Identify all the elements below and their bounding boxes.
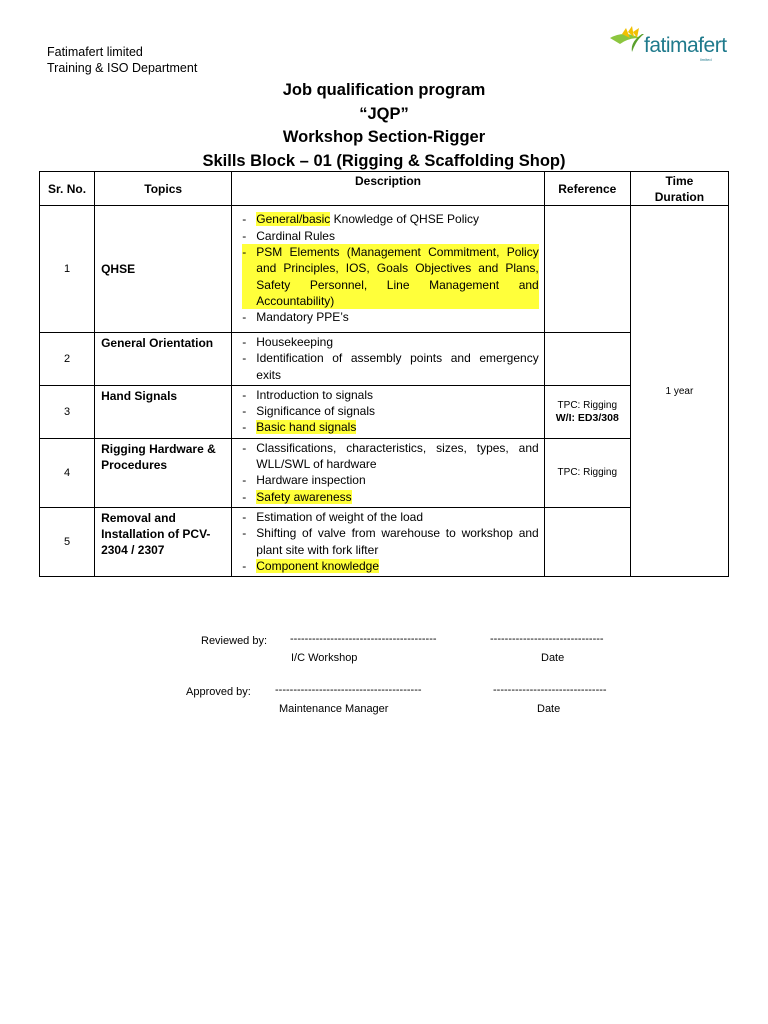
approver-role: Maintenance Manager <box>279 703 389 715</box>
approved-by-label: Approved by: <box>186 686 251 698</box>
item-text: Mandatory PPE’s <box>256 310 349 325</box>
description-cell <box>232 206 544 333</box>
description-item <box>242 387 538 403</box>
title-line-4: Skills Block – 01 (Rigging & Scaffolding Shop) <box>202 151 566 170</box>
description-item <box>242 558 538 574</box>
description-item <box>242 403 538 419</box>
sr-no-cell: 4 <box>40 438 95 507</box>
reviewed-date-caption: Date <box>541 652 565 664</box>
item-text: Introduction to signals <box>256 387 374 402</box>
topic-cell: Rigging Hardware & Procedures <box>95 438 232 507</box>
header-topics: Topics <box>95 172 232 206</box>
highlighted-text: Safety awareness <box>256 489 352 504</box>
item-text: Cardinal Rules <box>256 228 335 243</box>
sr-no-cell: 3 <box>40 385 95 438</box>
highlighted-text: Component knowledge <box>256 558 380 573</box>
description-cell <box>232 507 544 576</box>
description-cell <box>232 333 544 386</box>
reviewed-by-label: Reviewed by: <box>201 635 268 647</box>
title-line-1: Job qualification program <box>282 81 486 99</box>
department-name: Training & ISO Department <box>47 61 198 75</box>
item-text: Shifting of valve from warehouse to workshop and plant site with fork lifter <box>256 526 539 557</box>
logo-wordmark: fatimafert <box>644 34 727 57</box>
title-line-2: “JQP” <box>359 104 409 123</box>
description-item <box>242 309 538 325</box>
table-row <box>40 206 729 333</box>
description-item <box>242 472 538 488</box>
reference-cell <box>544 438 630 507</box>
highlighted-text: Basic hand signals <box>256 420 357 435</box>
item-text: Hardware inspection <box>256 473 366 488</box>
reference-cell <box>544 385 630 438</box>
description-item <box>242 509 538 525</box>
reviewer-role: I/C Workshop <box>291 652 358 664</box>
time-duration-cell: 1 year <box>630 206 728 577</box>
table-header-row <box>40 172 729 206</box>
reference-cell <box>544 333 630 386</box>
document-titles <box>0 79 768 173</box>
item-text: Significance of signals <box>256 404 375 419</box>
reference-cell <box>544 507 630 576</box>
item-text: Knowledge of QHSE Policy <box>330 212 480 227</box>
description-item <box>242 211 538 227</box>
topic-cell: QHSE <box>95 206 232 333</box>
organization-block <box>47 44 197 76</box>
item-text: Classifications, characteristics, sizes, types, and WLL/SWL of hardware <box>256 440 539 472</box>
logo-subtext: limited <box>700 57 712 62</box>
table-row <box>40 438 729 507</box>
sr-no-cell: 2 <box>40 333 95 386</box>
topic-cell: Removal and Installation of PCV-2304 / 2307 <box>95 507 232 576</box>
item-text: Estimation of weight of the load <box>256 509 424 524</box>
table-row <box>40 507 729 576</box>
qualification-table <box>39 171 729 577</box>
work-instruction-ref: W/I: ED3/308 <box>555 411 619 424</box>
reference-cell <box>544 206 630 333</box>
header-sr-no: Sr. No. <box>40 172 95 206</box>
item-text: Identification of assembly points and emergency exits <box>256 351 539 382</box>
org-name: Fatimafert limited <box>47 45 143 59</box>
description-cell <box>232 438 544 507</box>
description-item <box>242 419 538 435</box>
description-item <box>242 489 538 505</box>
title-line-3: Workshop Section-Rigger <box>282 128 486 146</box>
company-logo <box>606 24 728 64</box>
sr-no-cell: 5 <box>40 507 95 576</box>
description-item <box>242 228 538 244</box>
sr-no-cell: 1 <box>40 206 95 333</box>
header-time-duration: Time Duration <box>630 172 728 206</box>
header-reference: Reference <box>544 172 630 206</box>
item-text: Housekeeping <box>256 335 333 349</box>
header-description: Description <box>232 172 544 206</box>
approved-signature-line: ---------------------------------------- <box>275 684 422 696</box>
highlighted-text: PSM Elements (Management Commitment, Policy and Principles, IOS, Goals Objectives and Plans, Safety Personnel, Line Management and Accountability) <box>256 245 539 308</box>
reference-text: TPC: Rigging <box>557 399 618 411</box>
table-row <box>40 385 729 438</box>
topic-cell: Hand Signals <box>95 385 232 438</box>
highlighted-text: General/basic <box>256 212 331 227</box>
approved-date-caption: Date <box>537 703 561 715</box>
reviewed-date-line: ------------------------------- <box>490 633 604 645</box>
description-item <box>242 440 538 473</box>
table-row <box>40 333 729 386</box>
description-item <box>242 525 538 558</box>
description-item <box>242 350 538 383</box>
approved-date-line: ------------------------------- <box>493 684 607 696</box>
reference-text: TPC: Rigging <box>557 467 618 479</box>
description-item <box>242 244 538 309</box>
description-item <box>242 334 538 350</box>
reviewed-signature-line: ---------------------------------------- <box>290 633 437 645</box>
topic-cell: General Orientation <box>95 333 232 386</box>
description-cell <box>232 385 544 438</box>
